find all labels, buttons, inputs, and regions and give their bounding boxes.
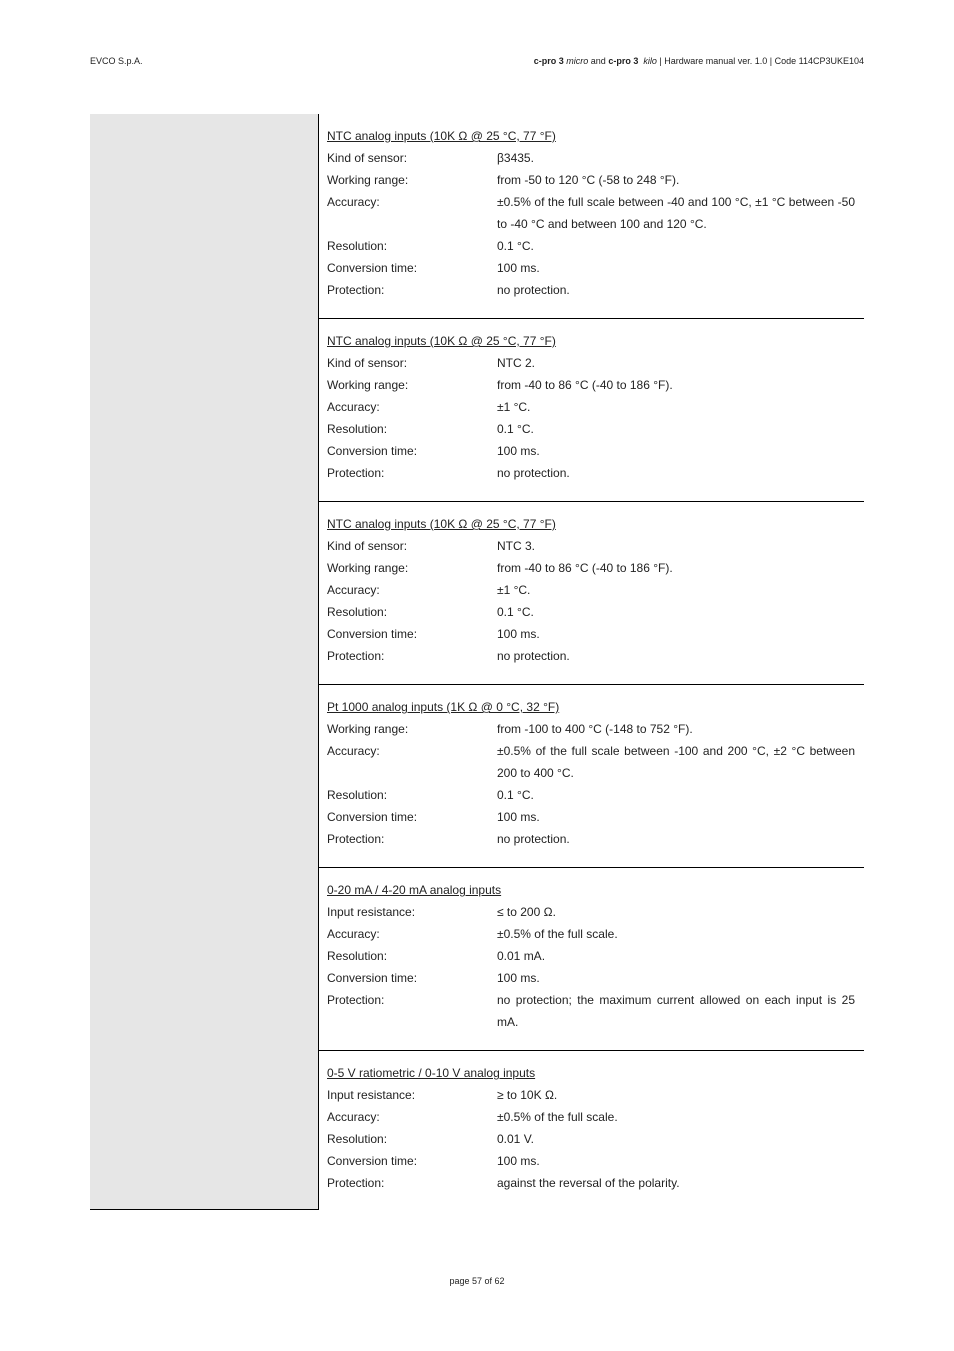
spec-row: [319, 1128, 864, 1150]
spec-row: [319, 923, 864, 945]
spec-row: [319, 169, 864, 191]
spec-row: [319, 645, 864, 667]
spec-row: [319, 967, 864, 989]
spec-row: [319, 718, 864, 740]
spec-row: [319, 374, 864, 396]
spec-label: Conversion time:: [327, 971, 418, 985]
spec-row: [319, 462, 864, 484]
spec-value: no protection.: [497, 283, 570, 297]
spec-label: Conversion time:: [327, 444, 418, 458]
spec-value: no protection.: [497, 466, 570, 480]
spec-value: NTC 2.: [497, 356, 536, 370]
spec-row: [319, 740, 864, 784]
spec-sections: [319, 114, 864, 1211]
spec-value: 0.01 mA.: [497, 949, 546, 963]
spec-row: [319, 623, 864, 645]
spec-value: 0.1 °C.: [497, 788, 534, 802]
spec-row: [319, 1084, 864, 1106]
spec-label: Accuracy:: [327, 744, 380, 758]
spec-section: [319, 502, 864, 685]
section-title: 0-5 V ratiometric / 0-10 V analog inputs: [327, 1066, 536, 1080]
spec-value: 100 ms.: [497, 810, 540, 824]
spec-value: 0.1 °C.: [497, 239, 534, 253]
spec-label: Protection:: [327, 649, 385, 663]
spec-section: [319, 114, 864, 319]
spec-value: 100 ms.: [497, 627, 540, 641]
spec-label: Accuracy:: [327, 195, 380, 209]
spec-label: Conversion time:: [327, 627, 418, 641]
spec-value: from -100 to 400 °C (-148 to 752 °F).: [497, 722, 693, 736]
spec-row: [319, 989, 864, 1033]
spec-value: 100 ms.: [497, 971, 540, 985]
spec-label: Working range:: [327, 173, 409, 187]
spec-label: Resolution:: [327, 1132, 388, 1146]
spec-label: Accuracy:: [327, 927, 380, 941]
spec-label: Conversion time:: [327, 261, 418, 275]
spec-label: Conversion time:: [327, 1154, 418, 1168]
spec-row: [319, 945, 864, 967]
spec-value: 0.01 V.: [497, 1132, 534, 1146]
spec-row: [319, 1172, 864, 1194]
spec-label: Input resistance:: [327, 905, 416, 919]
spec-row: [319, 279, 864, 301]
spec-value: from -40 to 86 °C (-40 to 186 °F).: [497, 561, 673, 575]
spec-label: Kind of sensor:: [327, 539, 408, 553]
spec-label: Resolution:: [327, 422, 388, 436]
spec-label: Protection:: [327, 1176, 385, 1190]
spec-row: [319, 396, 864, 418]
spec-value: 100 ms.: [497, 1154, 540, 1168]
spec-value: ±1 °C.: [497, 400, 531, 414]
spec-row: [319, 579, 864, 601]
section-title: NTC analog inputs (10K Ω @ 25 °C, 77 °F): [327, 129, 556, 143]
spec-value: 100 ms.: [497, 261, 540, 275]
spec-value: NTC 3.: [497, 539, 536, 553]
spec-value: ±0.5% of the full scale between -100 and 200 °C, ±2 °C between 200 to 400 °C.: [497, 744, 855, 780]
spec-section: [319, 685, 864, 868]
section-title: NTC analog inputs (10K Ω @ 25 °C, 77 °F): [327, 517, 556, 531]
spec-label: Input resistance:: [327, 1088, 416, 1102]
sidebar-bottom-rule: [90, 1209, 319, 1210]
section-title: Pt 1000 analog inputs (1K Ω @ 0 °C, 32 °F): [327, 700, 560, 714]
spec-row: [319, 1150, 864, 1172]
spec-row: [319, 901, 864, 923]
page-number: page 57 of 62: [449, 1276, 505, 1286]
header-manual-details: | Hardware manual ver. 1.0 | Code 114CP3UKE104: [659, 56, 864, 66]
spec-row: [319, 1106, 864, 1128]
spec-row: [319, 191, 864, 235]
spec-row: [319, 418, 864, 440]
spec-label: Accuracy:: [327, 583, 380, 597]
spec-value: no protection.: [497, 649, 570, 663]
spec-value: ≥ to 10K Ω.: [497, 1088, 558, 1102]
spec-section: [319, 868, 864, 1051]
spec-row: [319, 806, 864, 828]
spec-value: from -40 to 86 °C (-40 to 186 °F).: [497, 378, 673, 392]
spec-label: Resolution:: [327, 788, 388, 802]
section-title: 0-20 mA / 4-20 mA analog inputs: [327, 883, 502, 897]
header-connector: and: [590, 56, 606, 66]
spec-value: from -50 to 120 °C (-58 to 248 °F).: [497, 173, 680, 187]
spec-value: ±0.5% of the full scale.: [497, 1110, 618, 1124]
spec-label: Resolution:: [327, 239, 388, 253]
spec-row: [319, 557, 864, 579]
spec-row: [319, 535, 864, 557]
spec-label: Working range:: [327, 378, 409, 392]
spec-value: no protection; the maximum current allowed on each input is 25 mA.: [497, 993, 855, 1029]
spec-label: Kind of sensor:: [327, 151, 408, 165]
spec-label: Resolution:: [327, 949, 388, 963]
spec-label: Accuracy:: [327, 1110, 380, 1124]
header-product-2-suffix: kilo: [643, 56, 657, 66]
header-product-1-suffix: micro: [566, 56, 589, 66]
spec-value: 0.1 °C.: [497, 605, 534, 619]
spec-value: against the reversal of the polarity.: [497, 1176, 680, 1190]
spec-label: Protection:: [327, 832, 385, 846]
spec-label: Protection:: [327, 993, 385, 1007]
section-title: NTC analog inputs (10K Ω @ 25 °C, 77 °F): [327, 334, 556, 348]
header-company: EVCO S.p.A.: [90, 56, 143, 66]
spec-label: Resolution:: [327, 605, 388, 619]
spec-label: Kind of sensor:: [327, 356, 408, 370]
spec-section: [319, 319, 864, 502]
spec-row: [319, 235, 864, 257]
spec-value: 100 ms.: [497, 444, 540, 458]
header-product-1: c-pro 3: [533, 56, 564, 66]
spec-value: ±0.5% of the full scale.: [497, 927, 618, 941]
spec-label: Accuracy:: [327, 400, 380, 414]
header-manual-info: [534, 56, 864, 66]
spec-label: Working range:: [327, 561, 409, 575]
spec-value: no protection.: [497, 832, 570, 846]
spec-row: [319, 601, 864, 623]
spec-row: [319, 257, 864, 279]
left-sidebar-column: [90, 114, 318, 1209]
spec-label: Working range:: [327, 722, 409, 736]
spec-section: [319, 1051, 864, 1211]
spec-row: [319, 352, 864, 374]
spec-label: Conversion time:: [327, 810, 418, 824]
spec-value: ±0.5% of the full scale between -40 and 100 °C, ±1 °C between -50 to -40 °C and between 100 and 120 °C.: [497, 195, 855, 231]
spec-value: β3435.: [497, 151, 534, 165]
spec-row: [319, 784, 864, 806]
spec-row: [319, 147, 864, 169]
spec-label: Protection:: [327, 283, 385, 297]
spec-label: Protection:: [327, 466, 385, 480]
spec-value: ≤ to 200 Ω.: [497, 905, 556, 919]
spec-row: [319, 828, 864, 850]
spec-value: ±1 °C.: [497, 583, 531, 597]
spec-value: 0.1 °C.: [497, 422, 534, 436]
header-product-2: c-pro 3: [608, 56, 639, 66]
spec-row: [319, 440, 864, 462]
